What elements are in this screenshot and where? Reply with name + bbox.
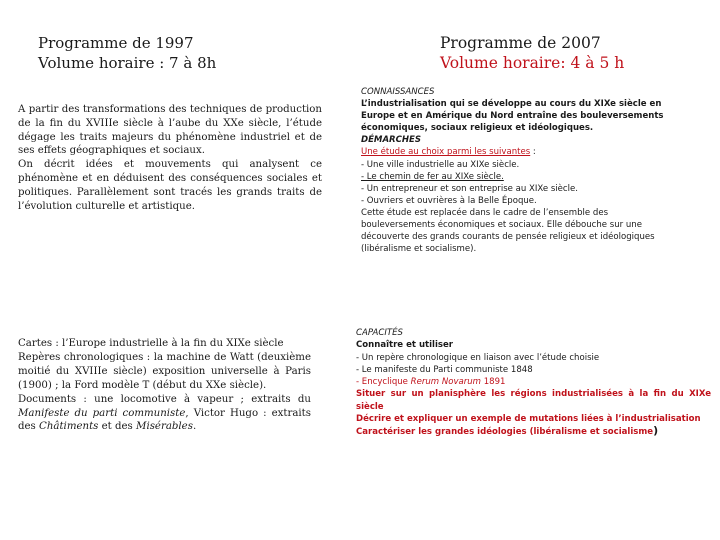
context-line-2: bouleversements économiques et sociaux. Elle débouche sur une	[361, 220, 642, 231]
documents-line	[18, 393, 311, 435]
volume-horaire-2007: Volume horaire: 4 à 5 h	[440, 54, 625, 72]
etude-colon: :	[530, 147, 536, 158]
caracteriser-text: Caractériser les grandes idéologies (libéralisme et socialisme	[356, 427, 654, 438]
choice-2: - Le chemin de fer au XIXe siècle.	[361, 171, 504, 182]
encyclique-year: 1891	[481, 377, 506, 388]
encyclique-prefix: - Encyclique	[356, 377, 411, 388]
caracteriser-end: )	[653, 424, 659, 438]
encyclique-title: Rerum Novarum	[410, 377, 482, 388]
choice-1: - Une ville industrielle au XIXe siècle.	[361, 159, 520, 170]
capacites-block	[356, 327, 711, 439]
capacites-heading: CAPACITÉS	[356, 328, 403, 338]
context-line-1: Cette étude est replacée dans le cadre de l’ensemble des	[361, 207, 609, 218]
situer-line: Situer sur un planisphère les régions industrialisées à la fin du XIXe siècle	[356, 389, 711, 412]
context-line-4: (libéralisme et socialisme).	[361, 244, 477, 255]
connaitre-heading: Connaître et utiliser	[356, 340, 453, 351]
reperes-line: Repères chronologiques : la machine de Watt (deuxième moitié du XVIIIe siècle) exposition universelle à Paris (1900) ; la Ford modèle T (début du XXe siècle).	[18, 351, 311, 391]
description-para-2: On décrit idées et mouvements qui analysent ce phénomène et en déduisent des conséquences sociales et politiques. Parallèlement sont tracés les grands traits de l’évolution culturelle et artistique.	[18, 159, 322, 212]
programme-1997-resources	[18, 337, 311, 434]
caracteriser-line	[356, 425, 711, 438]
documents-pre: Documents : une locomotive à vapeur ; extraits du	[18, 393, 311, 405]
documents-mid: , Victor Hugo : extraits des	[18, 407, 311, 433]
documents-and: et des	[98, 421, 137, 433]
connaissances-line-3: économiques, sociaux religieux et idéologiques.	[361, 123, 594, 134]
capacite-line-1: - Un repère chronologique en liaison avec l’étude choisie	[356, 352, 600, 363]
choice-4: - Ouvriers et ouvrières à la Belle Époque.	[361, 195, 537, 206]
manifeste-title: Manifeste du parti communiste	[18, 407, 186, 419]
programme-2007-title	[440, 33, 670, 73]
context-line-3: découverte des grands courants de pensée religieux et idéologiques	[361, 232, 655, 243]
chatiments-title: Châtiments	[39, 421, 99, 433]
demarches-heading: DÉMARCHES	[361, 135, 422, 146]
programme-1997-description	[18, 103, 322, 213]
etude-choice: Une étude au choix parmi les suivantes	[361, 147, 531, 158]
encyclique-line	[356, 376, 711, 388]
capacite-line-2: - Le manifeste du Parti communiste 1848	[356, 364, 533, 375]
connaissances-line-1: L’industrialisation qui se développe au cours du XIXe siècle en	[361, 99, 662, 110]
connaissances-heading: CONNAISSANCES	[361, 87, 435, 97]
connaissances-demarches-block	[361, 86, 701, 255]
connaissances-line-2: Europe et en Amérique du Nord entraîne des bouleversements	[361, 111, 664, 122]
decrire-line: Décrire et expliquer un exemple de mutations liées à l’industrialisation	[356, 414, 701, 425]
programme-2007-heading: Programme de 2007	[440, 34, 601, 52]
documents-end: .	[192, 421, 197, 433]
miserables-title: Misérables	[136, 421, 193, 433]
etude-choice-line	[361, 146, 701, 158]
cartes-line: Cartes : l’Europe industrielle à la fin du XIXe siècle	[18, 338, 284, 349]
programme-1997-title	[38, 33, 338, 73]
description-para-1: A partir des transformations des techniques de production de la fin du XVIIIe siècle à l’aube du XXe siècle, l’étude dégage les traits majeurs du phénomène industriel et de ses effets géographiques et sociaux.	[18, 104, 322, 157]
choice-3: - Un entrepreneur et son entreprise au XIXe siècle.	[361, 183, 578, 194]
programme-1997-heading: Programme de 1997	[38, 34, 194, 52]
volume-horaire-1997: Volume horaire : 7 à 8h	[38, 54, 217, 72]
